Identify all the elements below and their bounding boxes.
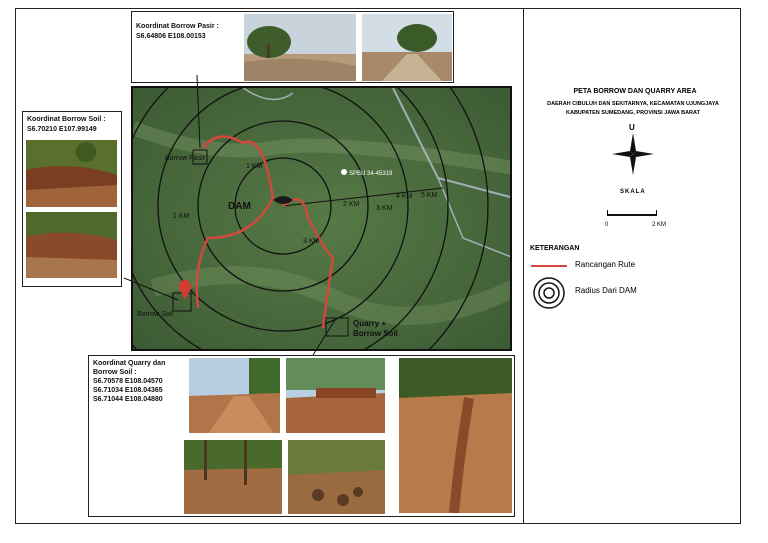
borrow-pasir-caption-1: Koordinat Borrow Pasir : [136,23,219,30]
north-label: U [629,123,635,132]
spbu-label: SPBU 34-45319 [349,171,393,177]
legend-title: KETERANGAN [530,245,580,252]
ring-label-5: 5 KM [421,192,438,199]
borrow-soil-caption-2: S6.70210 E107.99149 [27,126,97,133]
quarry-caption-5: S6.71044 E108.04880 [93,396,163,403]
scale-label: SKALA [620,189,646,195]
ring-label-extra-3: 3 KM [303,238,320,245]
quarry-caption-1: Koordinat Quarry dan [93,360,166,367]
ring-label-3: 3 KM [376,205,393,212]
scale-bar [607,214,657,216]
legend-route-label: Rancangan Rute [575,260,636,269]
scale-min: 0 [605,222,609,228]
ring-label-1: 1 KM [246,163,263,170]
site-borrow-soil: Borrow Soil [137,311,173,318]
map-title: PETA BORROW DAN QUARRY AREA [573,88,697,95]
legend-route-swatch [531,265,567,267]
site-borrow-pasir: Borrow Pasir [165,155,206,162]
quarry-caption-4: S6.71034 E108.04365 [93,387,163,394]
borrow-pasir-caption-2: S6.64806 E108.00153 [136,33,206,40]
ring-label-2: 2 KM [343,201,360,208]
compass-rose-icon [612,133,654,175]
dam-label: DAM [228,201,251,212]
site-quarry-2: Borrow Soil [353,329,398,338]
quarry-caption-3: S6.70578 E108.04570 [93,378,163,385]
ring-label-extra-1: 1 KM [173,213,190,220]
site-quarry-1: Quarry + [353,319,387,328]
legend-radius-label: Radius Dari DAM [575,286,637,295]
map-subtitle-2: KABUPATEN SUMEDANG, PROVINSI JAWA BARAT [566,110,700,116]
legend-radius-icon [532,276,566,310]
scale-max: 2 KM [652,222,667,228]
ring-label-4: 4 KM [396,193,413,200]
map-subtitle-1: DAERAH CIBULUH DAN SEKITARNYA, KECAMATAN UJUNGJAYA [547,101,719,107]
quarry-caption-2: Borrow Soil : [93,369,137,376]
borrow-soil-caption-1: Koordinat Borrow Soil : [27,116,106,123]
